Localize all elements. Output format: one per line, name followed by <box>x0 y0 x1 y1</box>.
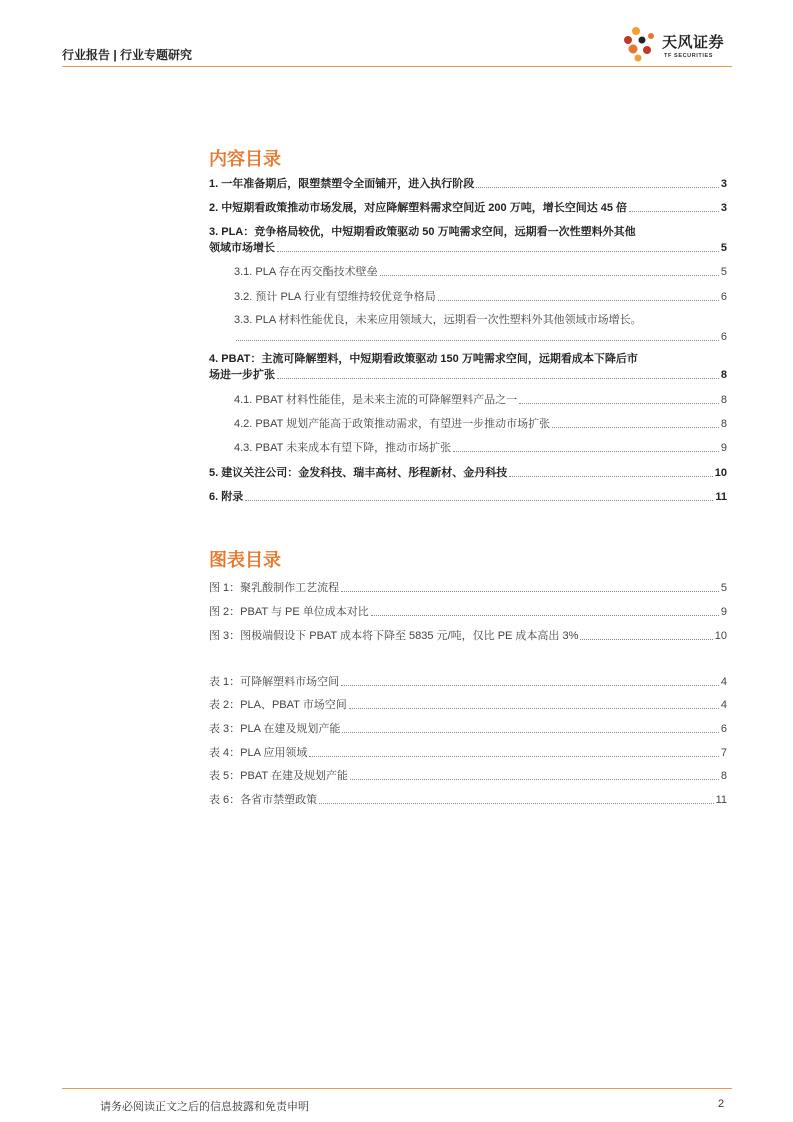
toc-entry[interactable] <box>234 441 727 455</box>
table-entry-text: 表 2：PLA、PBAT 市场空间 <box>209 699 347 711</box>
table-entry-text: 表 4：PLA 应用领域 <box>209 747 308 759</box>
toc-entry[interactable] <box>209 490 727 504</box>
toc-entry-text: 1. 一年准备期后，限塑禁塑令全面铺开，进入执行阶段 <box>209 178 475 190</box>
logo-name-en: TF SECURITIES <box>664 53 714 59</box>
toc-entry-page: 11 <box>715 491 727 503</box>
toc-title: 内容目录 <box>209 149 281 169</box>
toc-entry[interactable] <box>209 225 727 255</box>
table-entry[interactable] <box>209 675 727 689</box>
toc-entry-text-cont: 场进一步扩张 <box>209 369 275 381</box>
toc-entry-page: 8 <box>720 418 727 430</box>
figure-entry-text: 图 3：图极端假设下 PBAT 成本将下降至 5835 元/吨，仅比 PE 成本高出 3% <box>209 630 579 642</box>
toc-entry-page: 6 <box>720 331 727 343</box>
toc-entry-page: 3 <box>720 178 727 190</box>
table-entry[interactable] <box>209 793 727 807</box>
report-category: 行业报告 | 行业专题研究 <box>62 48 193 62</box>
footer-disclaimer: 请务必阅读正文之后的信息披露和免责申明 <box>100 1101 309 1113</box>
toc-entry-page: 5 <box>720 266 727 278</box>
figures-title: 图表目录 <box>209 550 281 570</box>
table-entry[interactable] <box>209 722 727 736</box>
toc-entry-page: 5 <box>720 242 727 254</box>
figure-entry[interactable] <box>209 605 727 619</box>
toc-entry-page: 6 <box>720 291 727 303</box>
toc-entry[interactable] <box>234 393 727 407</box>
header-divider <box>62 66 732 67</box>
figure-entry-page: 10 <box>714 630 727 642</box>
table-entry-page: 6 <box>720 723 727 735</box>
toc-entry[interactable] <box>209 177 727 191</box>
table-entry-page: 7 <box>720 747 727 759</box>
figure-entry[interactable] <box>209 581 727 595</box>
table-entry-page: 11 <box>715 794 727 806</box>
toc-entry[interactable] <box>234 265 727 279</box>
table-entry-text: 表 1：可降解塑料市场空间 <box>209 676 340 688</box>
table-entry-page: 8 <box>720 770 727 782</box>
figure-entry-page: 9 <box>720 606 727 618</box>
table-entry-text: 表 6：各省市禁塑政策 <box>209 794 318 806</box>
toc-entry-text: 3.3. PLA 材料性能优良，未来应用领域大，远期看一次性塑料外其他领域市场增长。 <box>234 314 642 326</box>
table-entry[interactable] <box>209 769 727 783</box>
toc-entry-text-cont: 领域市场增长 <box>209 242 275 254</box>
toc-entry-page: 9 <box>720 442 727 454</box>
table-entry-page: 4 <box>720 699 727 711</box>
table-entry-page: 4 <box>720 676 727 688</box>
figure-entry-text: 图 1：聚乳酸制作工艺流程 <box>209 582 340 594</box>
footer-divider <box>62 1088 732 1089</box>
toc-entry-page: 3 <box>720 202 727 214</box>
toc-entry[interactable] <box>209 201 727 215</box>
toc-entry-text: 3.1. PLA 存在丙交酯技术壁垒 <box>234 266 378 278</box>
toc-entry-page: 10 <box>714 467 727 479</box>
toc-entry[interactable] <box>234 290 727 304</box>
table-entry[interactable] <box>209 746 727 760</box>
toc-entry[interactable] <box>209 352 727 382</box>
table-entry-text: 表 5：PBAT 在建及规划产能 <box>209 770 348 782</box>
figure-entry-page: 5 <box>720 582 727 594</box>
toc-entry[interactable] <box>209 466 727 480</box>
toc-entry-page: 8 <box>720 394 727 406</box>
toc-entry-page: 8 <box>720 369 727 381</box>
toc-entry-text: 3. PLA：竞争格局较优，中短期看政策驱动 50 万吨需求空间，远期看一次性塑料外其他 <box>209 226 636 238</box>
toc-entry-text: 4.2. PBAT 规划产能高于政策推动需求，有望进一步推动市场扩张 <box>234 418 551 430</box>
toc-entry-text: 6. 附录 <box>209 491 244 503</box>
toc-entry[interactable] <box>234 313 727 344</box>
footer-page-number: 2 <box>718 1098 725 1110</box>
toc-entry-text: 2. 中短期看政策推动市场发展，对应降解塑料需求空间近 200 万吨，增长空间达 45 倍 <box>209 202 628 214</box>
toc-entry-text: 5. 建议关注公司：金发科技、瑞丰高材、彤程新材、金丹科技 <box>209 467 508 479</box>
logo-mark-icon <box>622 25 658 63</box>
toc-entry-text: 4.1. PBAT 材料性能佳，是未来主流的可降解塑料产品之一 <box>234 394 518 406</box>
logo-name-cn: 天风证券 <box>662 34 725 51</box>
table-entry-text: 表 3：PLA 在建及规划产能 <box>209 723 341 735</box>
toc-entry[interactable] <box>234 417 727 431</box>
toc-entry-text: 3.2. 预计 PLA 行业有望维持较优竞争格局 <box>234 291 436 303</box>
toc-entry-text: 4. PBAT：主流可降解塑料，中短期看政策驱动 150 万吨需求空间，远期看成本下降后市 <box>209 353 638 365</box>
figure-entry-text: 图 2：PBAT 与 PE 单位成本对比 <box>209 606 369 618</box>
toc-entry-text: 4.3. PBAT 未来成本有望下降，推动市场扩张 <box>234 442 452 454</box>
figure-entry[interactable] <box>209 629 727 643</box>
company-logo <box>618 22 738 66</box>
table-entry[interactable] <box>209 698 727 712</box>
